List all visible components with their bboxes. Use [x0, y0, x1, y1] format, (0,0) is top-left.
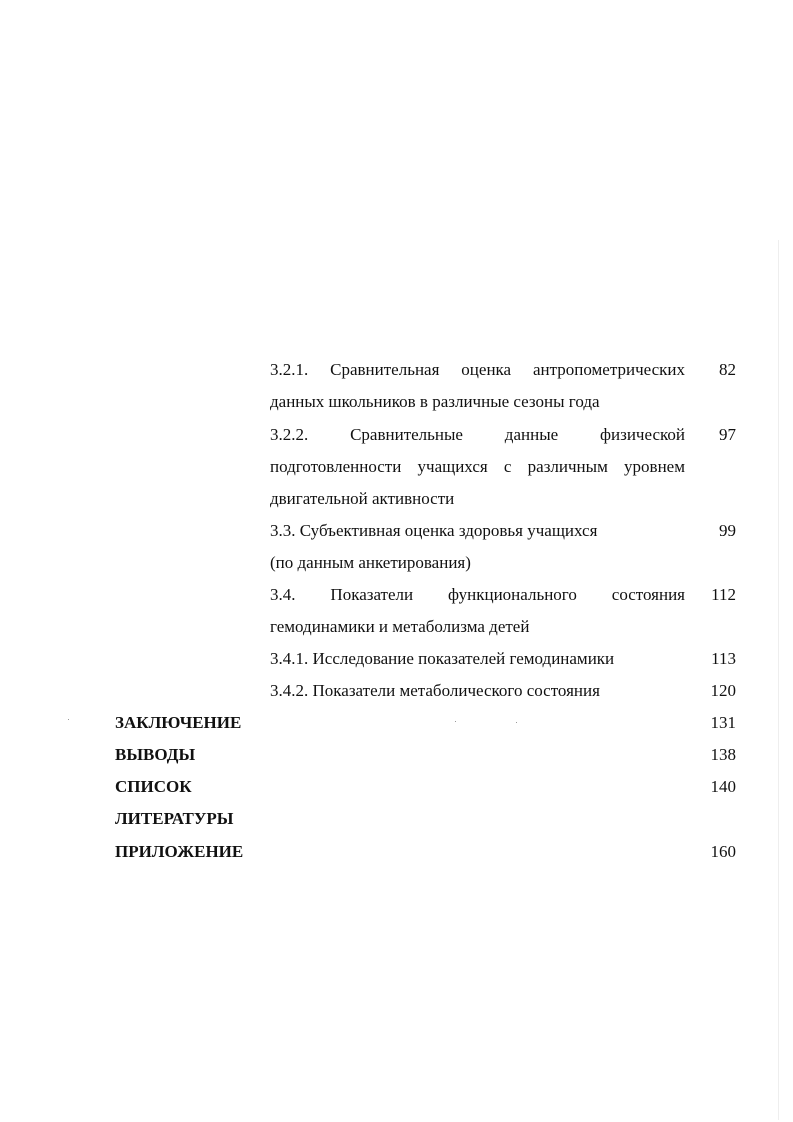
toc-entry-3-4-1 [270, 643, 685, 675]
toc-page-number: 140 [710, 777, 736, 796]
toc-page-number: 160 [710, 842, 736, 861]
scan-edge-line [778, 240, 779, 1120]
toc-entry-text-line: данных школьников в различные сезоны года [270, 392, 600, 411]
toc-page-number: 138 [710, 745, 736, 764]
toc-page-number: 99 [719, 521, 736, 540]
toc-entry-text-line: гемодинамики и метаболизма детей [270, 617, 530, 636]
toc-major-title-line: СПИСОК [115, 777, 192, 796]
scan-speck [68, 719, 69, 720]
toc-entry-text-line: 3.4.2. Показатели метаболического состояния [270, 681, 600, 700]
toc-major-appendix: ПРИЛОЖЕНИЕ [115, 842, 244, 861]
toc-entry-3-3 [270, 515, 685, 579]
toc-entry-3-4-2 [270, 675, 685, 707]
toc-entry-text-line: 3.3. Субъективная оценка здоровья учащихся [270, 521, 598, 540]
toc-entry-text-line: (по данным анкетирования) [270, 553, 471, 572]
toc-page-number: 131 [710, 713, 736, 732]
toc-entry-3-2-1 [270, 354, 685, 418]
toc-page-number: 112 [711, 585, 736, 604]
toc-entry-text-line: двигательной активности [270, 489, 455, 508]
scan-speck [455, 721, 456, 722]
toc-page-number: 120 [710, 681, 736, 700]
toc-major-conclusion: ЗАКЛЮЧЕНИЕ [115, 713, 242, 732]
toc-entry-3-2-2 [270, 419, 685, 515]
toc-page-number: 97 [719, 425, 736, 444]
toc-entry-3-4 [270, 579, 685, 643]
toc-major-bibliography [115, 771, 275, 835]
toc-entry-text-line: 3.4. Показатели функционального состояния [270, 585, 685, 604]
toc-entry-text-line: 3.2.2. Сравнительные данные физической [270, 425, 685, 444]
toc-page-number: 113 [711, 649, 736, 668]
toc-entry-text-line: 3.4.1. Исследование показателей гемодинамики [270, 649, 615, 668]
toc-major-title-line: ЛИТЕРАТУРЫ [115, 809, 234, 828]
toc-entry-text-line: подготовленности учащихся с различным уровнем [270, 457, 685, 476]
toc-page-number: 82 [719, 360, 736, 379]
toc-entry-text-line: 3.2.1. Сравнительная оценка антропометрических [270, 360, 685, 379]
scan-speck [516, 722, 517, 723]
toc-major-findings: ВЫВОДЫ [115, 745, 196, 764]
